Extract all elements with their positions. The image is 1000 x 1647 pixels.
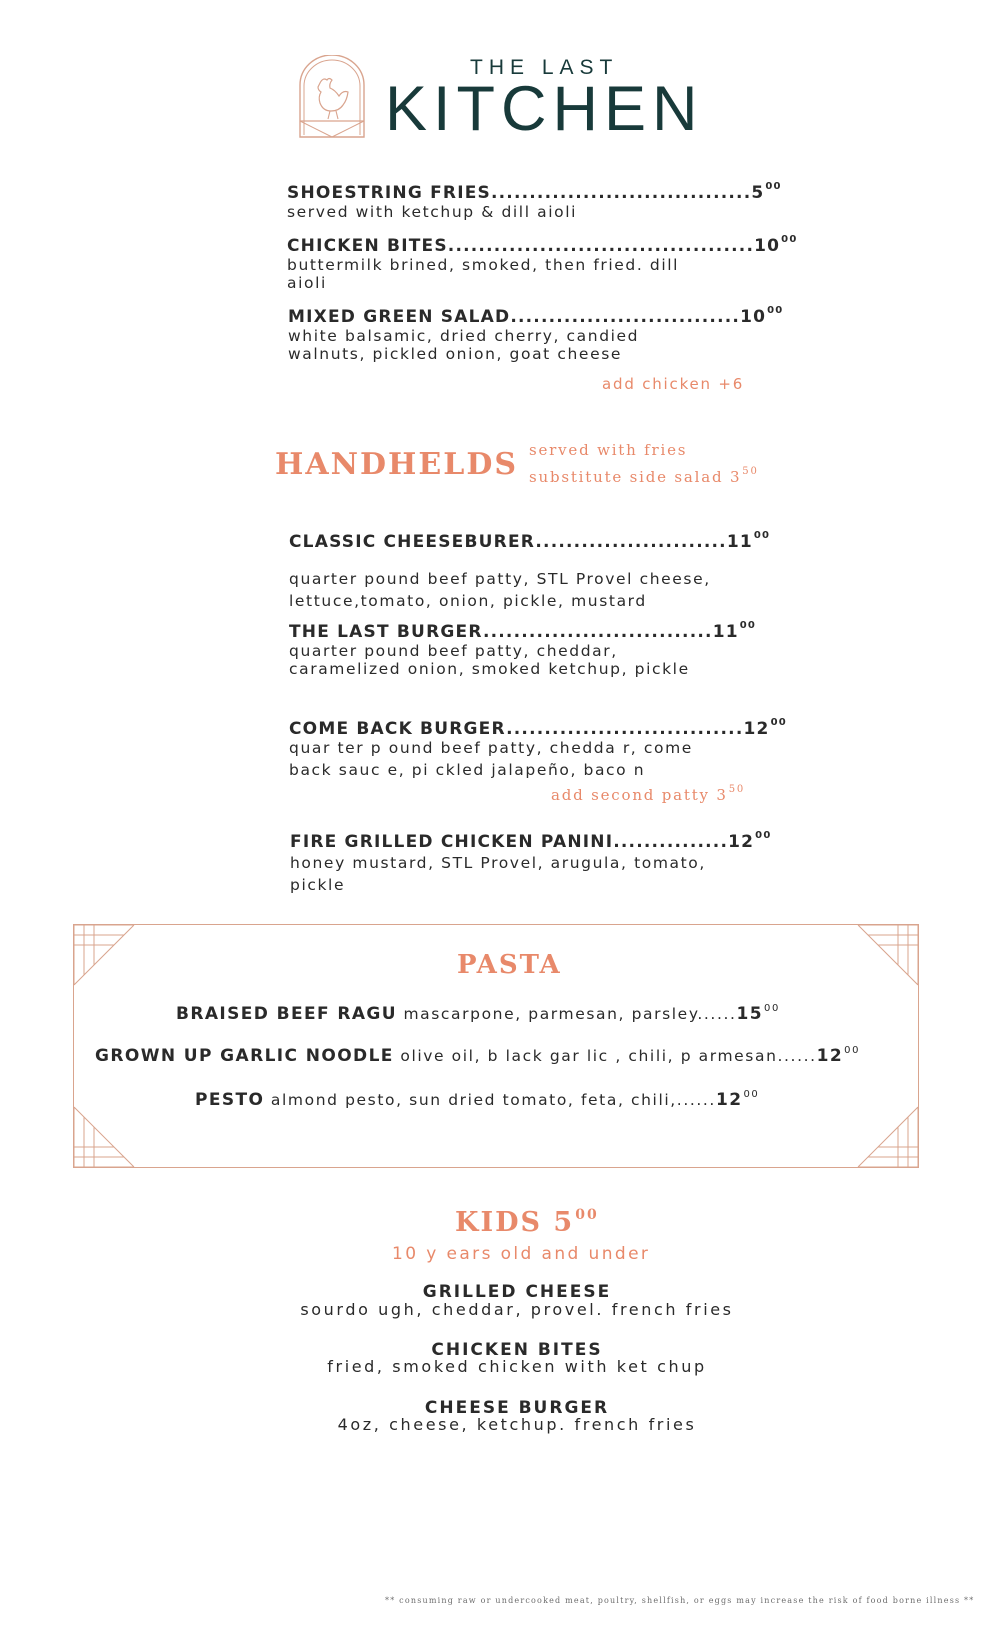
corner-ornament-icon — [854, 1103, 918, 1167]
pasta-item — [195, 1090, 759, 1110]
pasta-item — [176, 1004, 780, 1024]
note-cents: 50 — [742, 466, 759, 477]
item-price: 11 — [726, 532, 753, 552]
food-safety-disclaimer: ** consuming raw or undercooked meat, poultry, shellfish, or eggs may increase the risk of food borne illness ** — [385, 1596, 975, 1605]
note-text: substitute side salad 3 — [529, 468, 742, 486]
add-on-note: add chicken +6 — [602, 375, 745, 393]
kids-title-cents: 00 — [575, 1207, 599, 1223]
item-description: lettuce,tomato, onion, pickle, mustard — [289, 592, 647, 610]
item-description: olive oil, b lack gar lic , chili, p armesan...... — [393, 1047, 817, 1065]
item-price: 5 — [751, 183, 765, 203]
corner-ornament-icon — [854, 925, 918, 989]
item-dots: ........................................ — [447, 236, 755, 256]
kids-item-description: sourdo ugh, cheddar, provel. french fries — [300, 1300, 734, 1319]
item-name: PESTO — [195, 1090, 265, 1110]
item-dots: .................................. — [490, 183, 752, 203]
section-note: served with fries — [529, 441, 688, 459]
item-description: quar ter p ound beef patty, chedda r, come — [289, 739, 693, 757]
rooster-logo-icon — [298, 55, 366, 138]
item-description: buttermilk brined, smoked, then fried. dill — [287, 256, 680, 274]
section-note — [529, 468, 759, 486]
item-dots: ......................... — [535, 532, 727, 552]
item-price: 11 — [712, 622, 739, 642]
add-on-note — [551, 786, 745, 804]
item-dots: ............................... — [506, 719, 744, 739]
item-price: 12 — [816, 1046, 844, 1066]
menu-item — [288, 307, 783, 363]
item-name: BRAISED BEEF RAGU — [176, 1004, 397, 1024]
item-dots: .............................. — [482, 622, 713, 642]
item-price-cents: 00 — [739, 620, 757, 632]
item-description: back sauc e, pi ckled jalapeño, baco n — [289, 761, 646, 779]
item-price-cents: 00 — [755, 830, 772, 842]
item-description: quarter pound beef patty, cheddar, — [289, 642, 618, 660]
item-price: 12 — [743, 719, 770, 739]
item-price: 12 — [728, 832, 755, 852]
section-title-handhelds: HANDHELDS — [275, 447, 519, 482]
item-description: quarter pound beef patty, STL Provel cheese, — [289, 570, 711, 588]
menu-item — [289, 719, 787, 779]
kids-item-name: CHICKEN BITES — [431, 1340, 603, 1360]
section-title-pasta: PASTA — [457, 950, 562, 980]
menu-item — [287, 183, 782, 221]
item-description: mascarpone, parmesan, parsley...... — [396, 1005, 737, 1023]
item-name: CLASSIC CHEESEBURER — [289, 532, 536, 552]
item-name: COME BACK BURGER — [289, 719, 507, 739]
kids-item-name: CHEESE BURGER — [424, 1398, 610, 1418]
item-price: 15 — [736, 1004, 764, 1024]
item-price-cents: 00 — [844, 1044, 861, 1056]
item-description: aioli — [287, 274, 327, 292]
pasta-item — [95, 1046, 860, 1066]
section-subtitle: 10 y ears old and under — [392, 1244, 651, 1264]
item-dots: ............... — [613, 832, 729, 852]
note-text: add second patty 3 — [551, 786, 728, 804]
note-cents: 50 — [728, 784, 746, 795]
item-name: GROWN UP GARLIC NOODLE — [95, 1046, 394, 1066]
item-description: honey mustard, STL Provel, arugula, tomato, — [290, 854, 706, 872]
item-price: 10 — [754, 236, 781, 256]
item-description: pickle — [290, 876, 346, 894]
item-name: THE LAST BURGER — [289, 622, 483, 642]
brand-name-top: THE LAST — [470, 56, 619, 79]
item-price-cents: 00 — [753, 530, 771, 542]
item-description: white balsamic, dried cherry, candied — [288, 327, 640, 345]
item-price: 10 — [740, 307, 767, 327]
kids-title-text: KIDS 5 — [455, 1207, 575, 1238]
kids-item-description: 4oz, cheese, ketchup. french fries — [337, 1415, 697, 1434]
item-price-cents: 00 — [765, 181, 782, 193]
item-price-cents: 00 — [781, 234, 798, 246]
menu-item — [289, 532, 770, 612]
kids-item-description: fried, smoked chicken with ket chup — [327, 1357, 707, 1376]
item-description: caramelized onion, smoked ketchup, pickle — [289, 660, 690, 678]
item-description: almond pesto, sun dried tomato, feta, chili,...... — [264, 1091, 716, 1109]
item-description: served with ketchup & dill aioli — [287, 203, 578, 221]
item-price-cents: 00 — [743, 1088, 760, 1100]
item-name: FIRE GRILLED CHICKEN PANINI — [290, 832, 614, 852]
item-price-cents: 00 — [770, 717, 787, 729]
item-name: SHOESTRING FRIES — [287, 183, 491, 203]
section-title-kids — [455, 1207, 599, 1238]
item-name: MIXED GREEN SALAD — [288, 307, 511, 327]
menu-item — [290, 832, 772, 896]
corner-ornament-icon — [74, 925, 138, 989]
menu-item — [287, 236, 798, 292]
brand-name-main: KITCHEN — [385, 74, 704, 144]
item-price-cents: 00 — [767, 305, 784, 317]
item-dots: .............................. — [510, 307, 741, 327]
item-price-cents: 00 — [764, 1002, 780, 1014]
corner-ornament-icon — [74, 1103, 138, 1167]
kids-item-name: GRILLED CHEESE — [422, 1282, 612, 1302]
item-name: CHICKEN BITES — [287, 236, 448, 256]
menu-item — [289, 622, 756, 678]
item-description: walnuts, pickled onion, goat cheese — [288, 345, 623, 363]
item-price: 12 — [715, 1090, 743, 1110]
